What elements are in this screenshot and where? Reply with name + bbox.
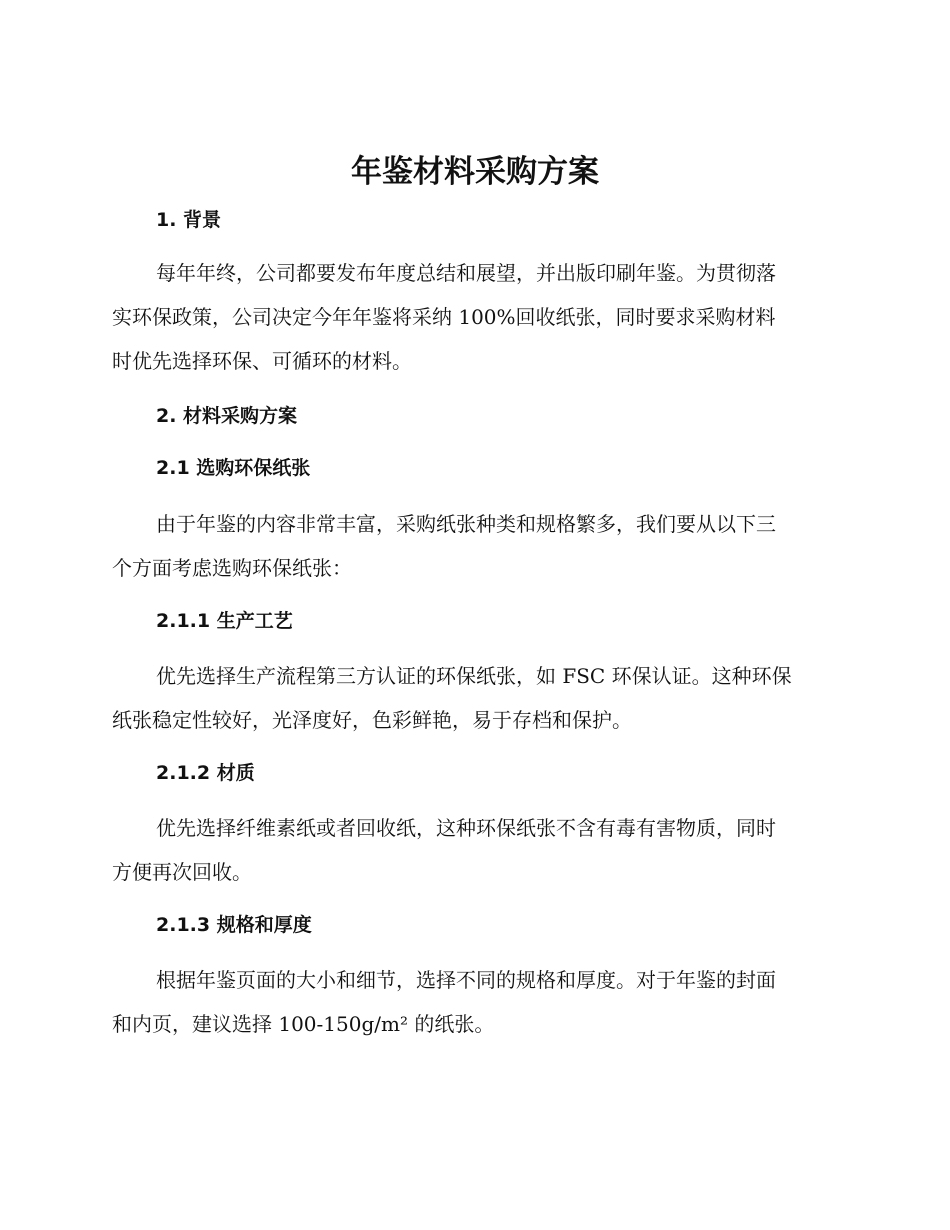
section-heading-purchase-plan: 2. 材料采购方案 [156,405,298,427]
section-heading-size-thickness: 2.1.3 规格和厚度 [156,914,312,936]
section-heading-production-process: 2.1.1 生产工艺 [156,610,293,632]
paragraph-line: 和内页，建议选择 100-150g/m² 的纸张。 [112,1012,495,1036]
paragraph-line: 个方面考虑选购环保纸张： [112,556,352,580]
paragraph-production-process [112,654,834,742]
paragraph-line: 时优先选择环保、可循环的材料。 [112,349,412,373]
document-title: 年鉴材料采购方案 [351,154,599,190]
paragraph-line: 每年年终，公司都要发布年度总结和展望，并出版印刷年鉴。为贯彻落 [156,261,776,285]
paragraph-size-thickness [112,958,834,1046]
section-heading-material: 2.1.2 材质 [156,762,255,784]
paragraph-eco-paper [112,502,834,590]
paragraph-line: 优先选择生产流程第三方认证的环保纸张，如 FSC 环保认证。这种环保 [156,664,792,688]
paragraph-line: 纸张稳定性较好，光泽度好，色彩鲜艳，易于存档和保护。 [112,708,632,732]
section-heading-eco-paper: 2.1 选购环保纸张 [156,457,311,479]
paragraph-line: 优先选择纤维素纸或者回收纸，这种环保纸张不含有毒有害物质，同时 [156,816,776,840]
section-heading-background: 1. 背景 [156,209,222,231]
paragraph-material [112,806,834,894]
paragraph-line: 方便再次回收。 [112,860,252,884]
paragraph-background [112,251,834,383]
paragraph-line: 实环保政策，公司决定今年年鉴将采纳 100%回收纸张，同时要求采购材料 [112,305,776,329]
paragraph-line: 由于年鉴的内容非常丰富，采购纸张种类和规格繁多，我们要从以下三 [156,512,776,536]
paragraph-line: 根据年鉴页面的大小和细节，选择不同的规格和厚度。对于年鉴的封面 [156,968,776,992]
